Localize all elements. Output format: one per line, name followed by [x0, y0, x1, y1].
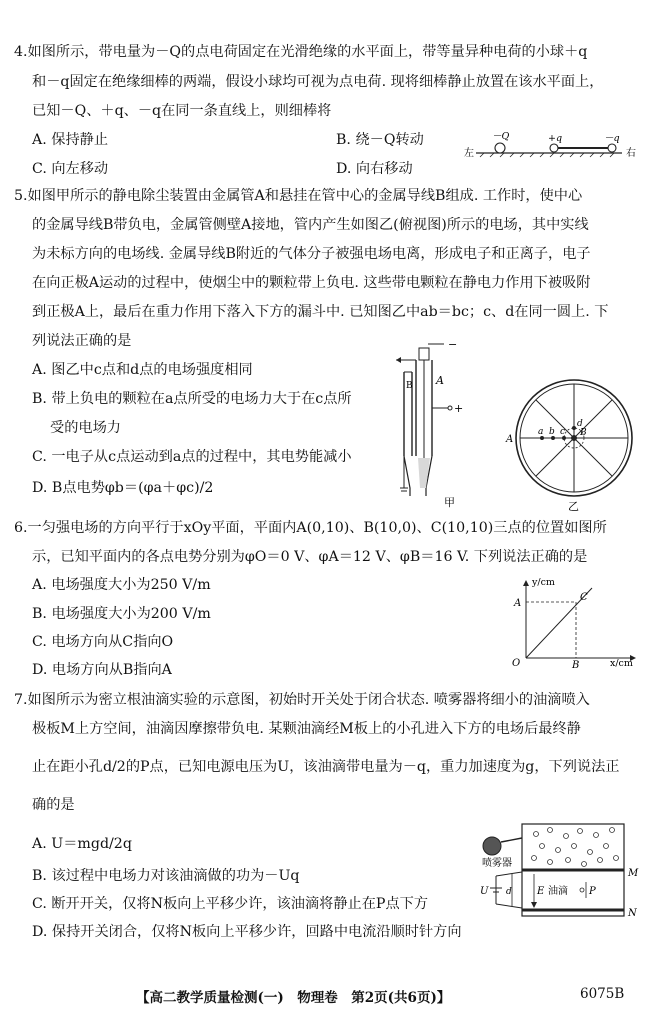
q5-line-1: 5.如图甲所示的静电除尘装置由金属管A和悬挂在管中心的金属导线B组成. 工作时，使中心	[14, 188, 583, 204]
q7-option-d: D. 保持开关闭合，仅将N板向上平移少许，回路中电流沿顺时针方向	[32, 924, 462, 940]
q5-fig-minus: −	[448, 338, 458, 351]
q7-fig-U: U	[480, 886, 489, 897]
q6-figure	[506, 576, 644, 668]
q6-option-c: C. 电场方向从C指向O	[32, 634, 174, 650]
q6-fig-xlabel: x/cm	[610, 658, 633, 668]
q6-option-b: B. 电场强度大小为200 V/m	[32, 606, 211, 622]
q6-line-2: 示，已知平面内的各点电势分别为φO＝0 V、φA＝12 V、φB＝16 V. 下列说法正确的是	[32, 549, 588, 565]
q6-fig-O: O	[512, 658, 521, 668]
q7-line-3: 止在距小孔d/2的P点，已知电源电压为U，该油滴带电量为－q，重力加速度为g，下列说法正	[32, 759, 620, 775]
q7-fig-P: P	[589, 886, 596, 897]
q5-fig-label-yi: 乙	[568, 500, 579, 512]
q5-option-d: D. B点电势φb＝(φa＋φc)/2	[32, 480, 214, 496]
q5-fig-plus: +	[454, 402, 464, 415]
q7-line-2: 极板M上方空间，油滴因摩擦带负电. 某颗油滴经M板上的小孔进入下方的电场后最终静	[32, 721, 581, 737]
q4-line-2: 和－q固定在绝缘细棒的两端，假设小球均可视为点电荷. 现将细棒静止放置在该水平面上，	[32, 74, 604, 90]
q5-option-a: A. 图乙中c点和d点的电场强度相同	[32, 362, 253, 378]
q5-figure-jia	[386, 338, 478, 510]
q5-figure-yi	[498, 378, 648, 512]
q4-fig-charge-fixed: －Q	[492, 131, 510, 142]
q6-fig-B: B	[572, 660, 580, 668]
q5-fig-label-d: d	[577, 419, 583, 429]
q4-line-1: 4.如图所示，带电量为－Q的点电荷固定在光滑绝缘的水平面上，带等量异种电荷的小球＋q	[14, 44, 588, 60]
q4-line-3: 已知－Q、＋q、－q在同一条直线上，则细棒将	[32, 103, 332, 119]
q5-fig-label-b: b	[549, 427, 555, 437]
q5-fig-label-c: c	[560, 427, 566, 437]
q7-option-c: C. 断开开关，仅将N板向上平移少许，该油滴将静止在P点下方	[32, 896, 429, 912]
q4-option-d: D. 向右移动	[336, 161, 413, 177]
q7-line-1: 7.如图所示为密立根油滴实验的示意图，初始时开关处于闭合状态. 喷雾器将细小的油滴喷入	[14, 692, 590, 708]
q4-fig-charge-minus: －q	[604, 133, 620, 144]
q5-option-c: C. 一电子从c点运动到a点的过程中，其电势能减小	[32, 449, 352, 465]
q7-figure	[476, 820, 642, 920]
q5-fig-label-jia: 甲	[444, 496, 455, 509]
q6-fig-A: A	[514, 598, 522, 609]
q5-line-2: 的金属导线B带负电，金属管侧壁A接地，管内产生如图乙(俯视图)所示的电场，其中实线	[32, 217, 589, 233]
q5-option-b-cont: 受的电场力	[50, 420, 121, 436]
q4-figure	[462, 128, 642, 160]
q7-fig-E: E	[537, 886, 545, 897]
q4-option-b: B. 绕－Q转动	[336, 132, 424, 148]
q7-fig-M: M	[628, 868, 639, 879]
q5-fig-label-a-tube: A	[436, 374, 444, 387]
q6-fig-ylabel: y/cm	[532, 577, 555, 588]
q5-line-4: 在向正极A运动的过程中，使烟尘中的颗粒带上负电. 这些带电颗粒在静电力作用下被吸附	[32, 275, 591, 291]
q6-fig-C: C	[580, 592, 588, 603]
q6-line-1: 6.一匀强电场的方向平行于xOy平面，平面内A(0,10)、B(10,0)、C(10,10)三点的位置如图所	[14, 520, 607, 536]
q7-fig-d: d	[506, 887, 512, 897]
q7-line-4: 确的是	[32, 797, 75, 813]
footer-title: 【高二教学质量检测(一) 物理卷 第2页(共6页)】	[136, 990, 451, 1006]
q7-fig-N: N	[628, 908, 637, 919]
q5-line-6: 列说法正确的是	[32, 333, 132, 349]
q4-option-a: A. 保持静止	[32, 132, 109, 148]
q5-fig-label-b-wire: B	[406, 381, 413, 391]
q6-option-d: D. 电场方向从B指向A	[32, 662, 172, 678]
q4-fig-right: 右	[626, 148, 636, 159]
q4-fig-left: 左	[464, 148, 474, 159]
q5-line-5: 到正极A上，最后在重力作用下落入下方的漏斗中. 已知图乙中ab＝bc；c、d在同一圆上. 下	[32, 304, 609, 320]
q7-fig-sprayer: 喷雾器	[482, 858, 512, 869]
q5-option-b: B. 带上负电的颗粒在a点所受的电场力大于在c点所	[32, 391, 352, 407]
footer-code: 6075B	[580, 986, 625, 1002]
q5-line-3: 为未标方向的电场线. 金属导线B附近的气体分子被强电场电离，形成电子和正离子，电子	[32, 246, 591, 262]
q7-option-b: B. 该过程中电场力对该油滴做的功为－Uq	[32, 868, 300, 884]
q7-option-a: A. U＝mgd/2q	[32, 836, 132, 852]
q4-option-c: C. 向左移动	[32, 161, 109, 177]
q4-fig-charge-plus: +q	[548, 133, 563, 144]
q5-fig-label-B: B	[580, 428, 587, 438]
q6-option-a: A. 电场强度大小为250 V/m	[32, 577, 211, 593]
q5-fig-label-a: a	[538, 427, 544, 437]
q5-fig-label-A: A	[506, 434, 514, 445]
q7-fig-oil: 油滴	[548, 886, 568, 897]
